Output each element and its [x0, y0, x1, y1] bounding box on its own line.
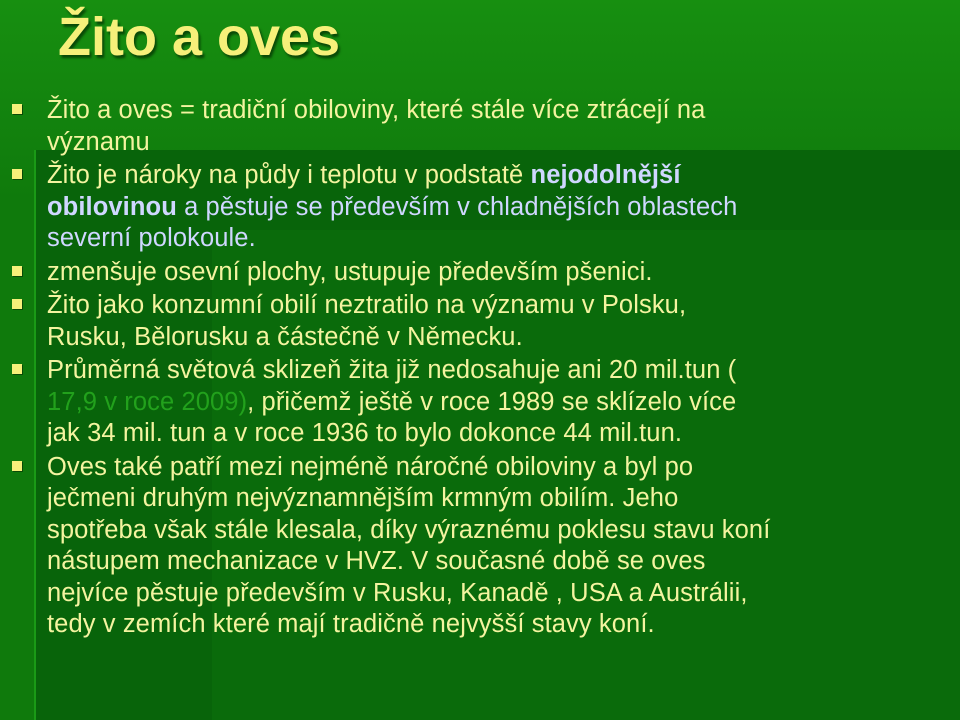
bullet-item — [12, 452, 952, 641]
square-bullet-icon — [12, 169, 22, 179]
square-bullet-icon — [12, 104, 22, 114]
square-bullet-icon — [12, 299, 22, 309]
bullet-text: Průměrná světová sklizeň žita již nedosahuje ani 20 mil.tun ( — [47, 356, 737, 384]
slide-title: Žito a oves — [58, 7, 341, 67]
bullet-text-line: Žito jako konzumní obilí neztratilo na významu v Polsku, — [47, 291, 687, 319]
bullet-text-line: nástupem mechanizace v HVZ. V současné době se oves — [47, 547, 706, 575]
emphasized-text: obilovinou — [47, 192, 177, 221]
bullet-text-line: významu — [47, 127, 150, 156]
bullet-text: a pěstuje se především v chladnějších oblastech — [176, 192, 738, 221]
bullet-item — [12, 95, 952, 158]
bullet-list — [12, 95, 952, 641]
bullet-text-line: Rusku, Bělorusku a částečně v Německu. — [47, 322, 523, 351]
bullet-text-line: ječmeni druhým nejvýznamnějším krmným obilím. Jeho — [47, 484, 679, 512]
square-bullet-icon — [12, 266, 22, 276]
emphasized-text: nejodolnější — [530, 161, 681, 189]
bullet-text: , přičemž ještě v roce 1989 se sklízelo více — [247, 387, 737, 416]
faint-text: 17,9 v roce 2009) — [47, 387, 248, 416]
square-bullet-icon — [12, 461, 22, 471]
bullet-item — [12, 290, 952, 353]
bullet-item — [12, 355, 952, 450]
bullet-text-line: jak 34 mil. tun a v roce 1936 to bylo dokonce 44 mil.tun. — [47, 419, 683, 447]
bullet-text-line: nejvíce pěstuje především v Rusku, Kanadě , USA a Austrálii, — [47, 578, 748, 607]
square-bullet-icon — [12, 364, 22, 374]
bullet-text: severní polokoule. — [47, 224, 256, 252]
bullet-item — [12, 257, 952, 289]
bullet-item — [12, 160, 952, 255]
bullet-text-line: Žito a oves = tradiční obiloviny, které stále více ztrácejí na — [47, 96, 706, 124]
bullet-text-line: zmenšuje osevní plochy, ustupuje především pšenici. — [47, 257, 653, 286]
bullet-text-line: spotřeba však stále klesala, díky výraznému poklesu stavu koní — [47, 515, 771, 544]
bullet-text: Žito je nároky na půdy i teplotu v podstatě — [47, 161, 531, 189]
bullet-text-line: Oves také patří mezi nejméně náročné obiloviny a byl po — [47, 452, 694, 481]
bullet-text-line: tedy v zemích které mají tradičně nejvyšší stavy koní. — [47, 610, 655, 638]
